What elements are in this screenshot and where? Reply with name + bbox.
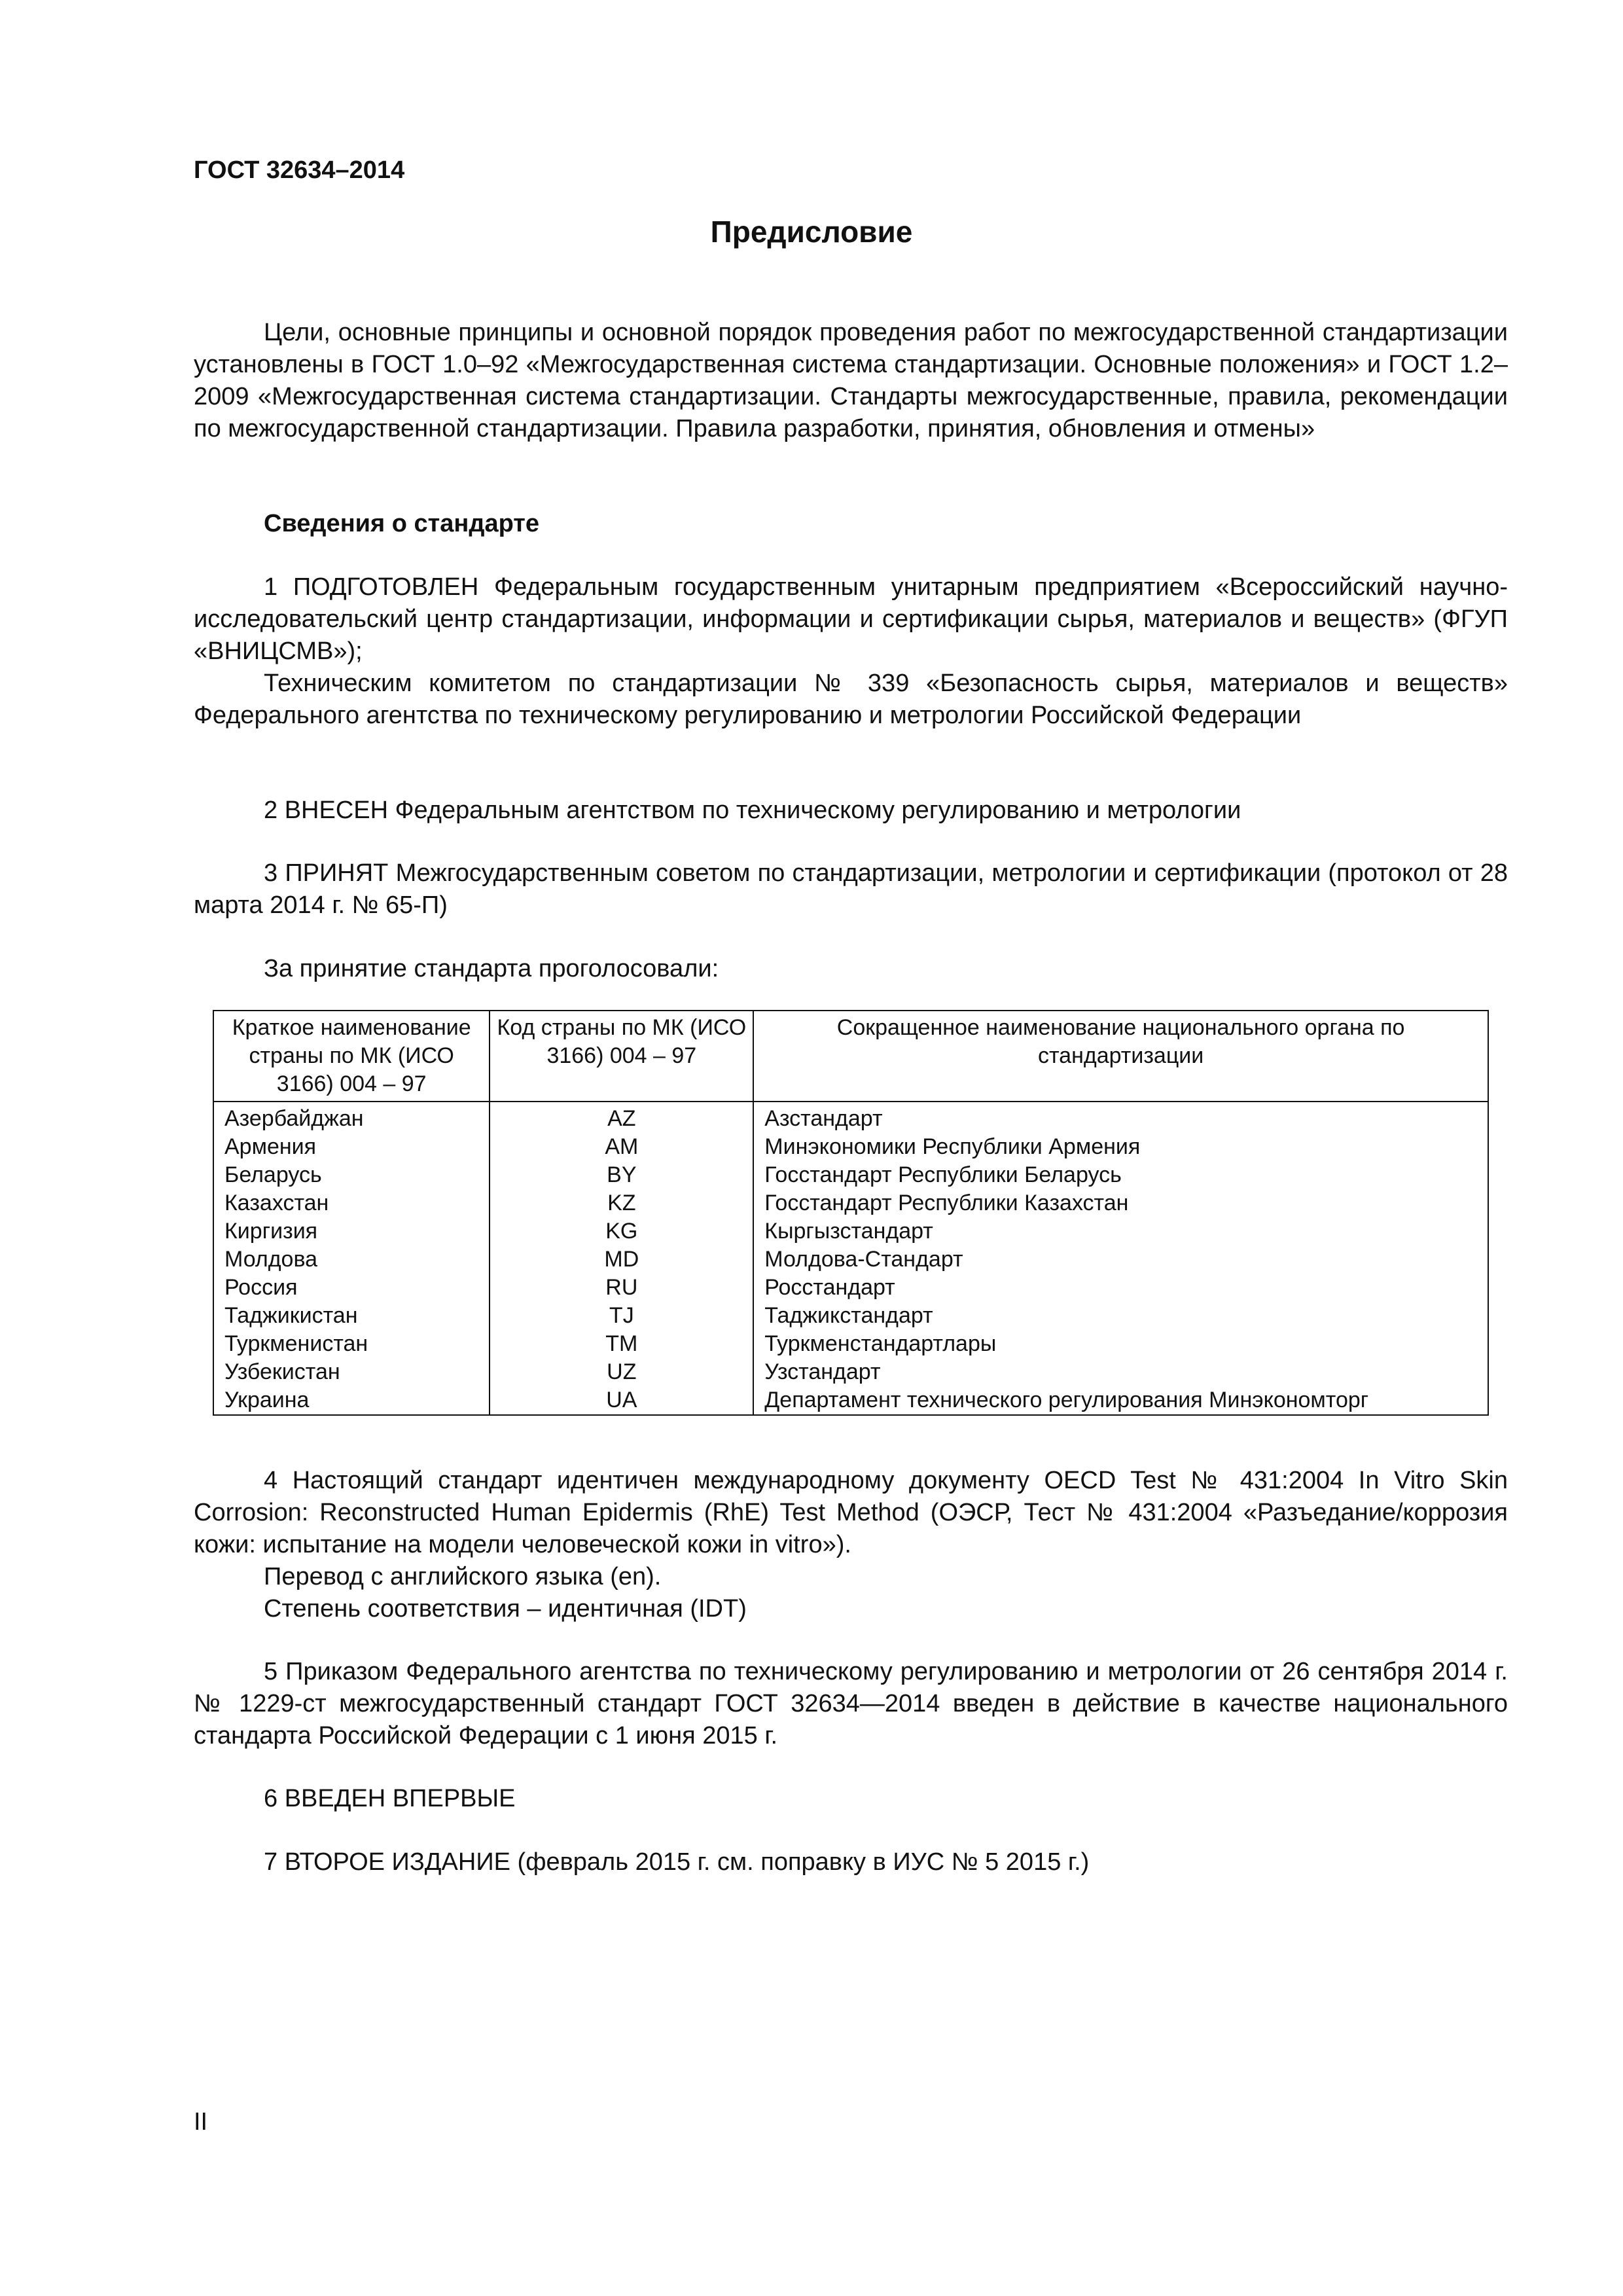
code-cell: KG [490, 1217, 753, 1246]
body-cell: Госстандарт Республики Казахстан [753, 1189, 1488, 1217]
code-cell: AZ [490, 1102, 753, 1133]
table-row [213, 1246, 1488, 1274]
code-cell: RU [490, 1274, 753, 1302]
table-row [213, 1217, 1488, 1246]
country-cell: Азербайджан [213, 1102, 490, 1133]
table-row [213, 1102, 1488, 1133]
vote-table [213, 1010, 1489, 1416]
translation-note: Перевод с английского языка (en). [264, 1563, 662, 1590]
body-cell: Минэкономики Республики Армения [753, 1133, 1488, 1161]
item-2-paragraph: 2 ВНЕСЕН Федеральным агентством по техническому регулированию и метрологии [264, 797, 1241, 824]
item-1-paragraph: 1 ПОДГОТОВЛЕН Федеральным государственным унитарным предприятием «Всероссийский научно-исследовательский центр стандартизации, информации и сертификации сырья, материалов и веществ» (ФГУП «ВНИЦСМВ»); [194, 573, 1508, 665]
item-5-paragraph: 5 Приказом Федерального агентства по техническому регулированию и метрологии от 26 сентября 2014 г. № 1229-ст межгосударственный стандарт ГОСТ 32634—2014 введен в действие в качестве национального стандарта Российской Федерации с 1 июня 2015 г. [194, 1658, 1508, 1749]
item-6-paragraph: 6 ВВЕДЕН ВПЕРВЫЕ [264, 1785, 516, 1812]
country-cell: Узбекистан [213, 1358, 490, 1386]
country-cell: Таджикистан [213, 1302, 490, 1330]
country-cell: Беларусь [213, 1161, 490, 1189]
column-header-body: Сокращенное наименование национального органа по стандартизации [753, 1011, 1488, 1102]
country-cell: Молдова [213, 1246, 490, 1274]
section-heading: Сведения о стандарте [264, 510, 540, 537]
code-cell: KZ [490, 1189, 753, 1217]
item-7-paragraph: 7 ВТОРОЕ ИЗДАНИЕ (февраль 2015 г. см. поправку в ИУС № 5 2015 г.) [264, 1848, 1090, 1876]
column-header-code: Код страны по МК (ИСО 3166) 004 – 97 [490, 1011, 753, 1102]
country-cell: Казахстан [213, 1189, 490, 1217]
country-cell: Армения [213, 1133, 490, 1161]
code-cell: TJ [490, 1302, 753, 1330]
code-cell: MD [490, 1246, 753, 1274]
code-cell: UA [490, 1386, 753, 1415]
table-row [213, 1274, 1488, 1302]
body-cell: Молдова-Стандарт [753, 1246, 1488, 1274]
column-header-country: Краткое наименование страны по МК (ИСО 3166) 004 – 97 [213, 1011, 490, 1102]
document-code: ГОСТ 32634–2014 [194, 156, 405, 184]
body-cell: Таджикстандарт [753, 1302, 1488, 1330]
code-cell: UZ [490, 1358, 753, 1386]
body-cell: Департамент технического регулирования Минэкономторг [753, 1386, 1488, 1415]
table-row [213, 1161, 1488, 1189]
country-cell: Туркменистан [213, 1330, 490, 1358]
vote-heading: За принятие стандарта проголосовали: [264, 955, 719, 982]
body-cell: Кыргызстандарт [753, 1217, 1488, 1246]
table-header-row [213, 1011, 1488, 1102]
item-4-paragraph: 4 Настоящий стандарт идентичен международному документу OECD Test № 431:2004 In Vitro Skin Corrosion: Reconstructed Human Epidermis (RhE) Test Method (ОЭСР, Тест № 431:2004 «Разъедание/коррозия кожи: испытание на модели человеческой кожи in vitro»). [194, 1467, 1508, 1558]
page-title: Предисловие [710, 215, 913, 249]
table-row [213, 1386, 1488, 1415]
country-cell: Украина [213, 1386, 490, 1415]
body-cell: Росстандарт [753, 1274, 1488, 1302]
table-row [213, 1330, 1488, 1358]
body-cell: Госстандарт Республики Беларусь [753, 1161, 1488, 1189]
country-cell: Россия [213, 1274, 490, 1302]
degree-note: Степень соответствия – идентичная (IDT) [264, 1595, 747, 1623]
page-number: II [194, 2108, 208, 2136]
code-cell: TM [490, 1330, 753, 1358]
code-cell: AM [490, 1133, 753, 1161]
item-1-committee-paragraph: Техническим комитетом по стандартизации № 339 «Безопасность сырья, материалов и веществ» Федерального агентства по техническому регулированию и метрологии Российской Федерации [194, 670, 1508, 729]
intro-paragraph: Цели, основные принципы и основной порядок проведения работ по межгосударственной стандартизации установлены в ГОСТ 1.0–92 «Межгосударственная система стандартизации. Основные положения» и ГОСТ 1.2–2009 «Межгосударственная система стандартизации. Стандарты межгосударственные, правила, рекомендации по межгосударственной стандартизации. Правила разработки, принятия, обновления и отмены» [194, 319, 1508, 442]
item-3-paragraph: 3 ПРИНЯТ Межгосударственным советом по стандартизации, метрологии и сертификации (протокол от 28 марта 2014 г. № 65-П) [194, 859, 1508, 919]
code-cell: BY [490, 1161, 753, 1189]
table-row [213, 1133, 1488, 1161]
body-cell: Туркменстандартлары [753, 1330, 1488, 1358]
body-cell: Узстандарт [753, 1358, 1488, 1386]
table-row [213, 1189, 1488, 1217]
table-row [213, 1358, 1488, 1386]
table-row [213, 1302, 1488, 1330]
country-cell: Киргизия [213, 1217, 490, 1246]
body-cell: Азстандарт [753, 1102, 1488, 1133]
